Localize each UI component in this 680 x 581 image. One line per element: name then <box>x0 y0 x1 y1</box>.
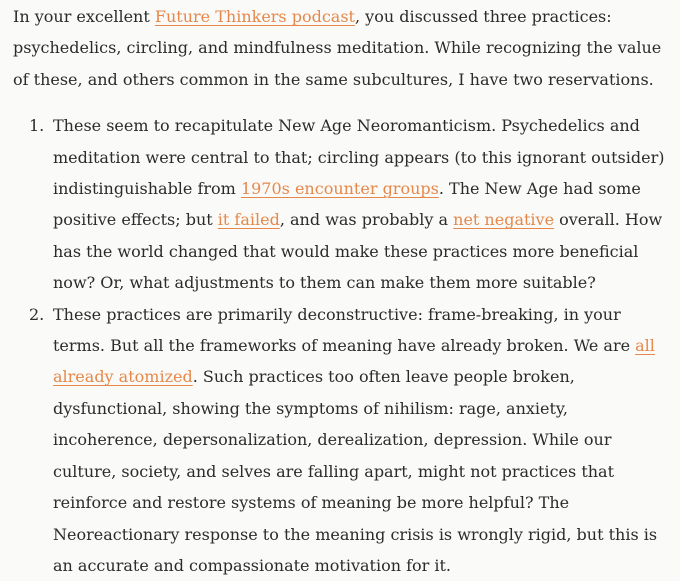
list-item <box>13 110 668 298</box>
net-negative-link[interactable]: net negative <box>453 210 555 230</box>
list-item-number: 1. <box>29 116 45 136</box>
intro-paragraph <box>13 1 668 95</box>
item1-text-3: , and was probably a <box>279 210 454 230</box>
item2-text-1: These practices are primarily deconstructive: frame-breaking, in your terms. But all the frameworks of meaning have already broken. We are <box>53 304 636 356</box>
reservations-list <box>13 110 668 581</box>
article-body <box>0 1 680 581</box>
list-item <box>13 299 668 581</box>
intro-text-2: , you discussed three practices: psychedelics, circling, and mindfulness meditation. While recognizing the value of these, and others common in the same subcultures, I have two reservations. <box>13 7 662 89</box>
item2-text-2: . Such practices too often leave people broken, dysfunctional, showing the symptoms of nihilism: rage, anxiety, incoherence, depersonalization, derealization, depression. While our culture, society, and selves are falling apart, might not practices that reinforce and restore systems of meaning be more helpful? The Neoreactionary response to the meaning crisis is wrongly rigid, but this is an accurate and compassionate motivation for it. <box>53 367 658 575</box>
all-already-atomized-link[interactable]: all already atomized <box>53 336 655 387</box>
item1-text-4: overall. How has the world changed that would make these practices more beneficial now? Or, what adjustments to them can make them more suitable? <box>53 210 663 293</box>
encounter-groups-link[interactable]: 1970s encounter groups <box>240 179 439 199</box>
item1-text-1: These seem to recapitulate New Age Neoromanticism. Psychedelics and meditation were central to that; circling appears (to this ignorant outsider) indistinguishable from <box>53 116 665 199</box>
list-item-number: 2. <box>29 304 45 324</box>
future-thinkers-podcast-link[interactable]: Future Thinkers podcast <box>154 7 355 26</box>
item1-text-2: . The New Age had some positive effects; but <box>53 179 641 230</box>
intro-text-1: In your excellent <box>13 7 155 26</box>
it-failed-link[interactable]: it failed <box>217 210 280 230</box>
